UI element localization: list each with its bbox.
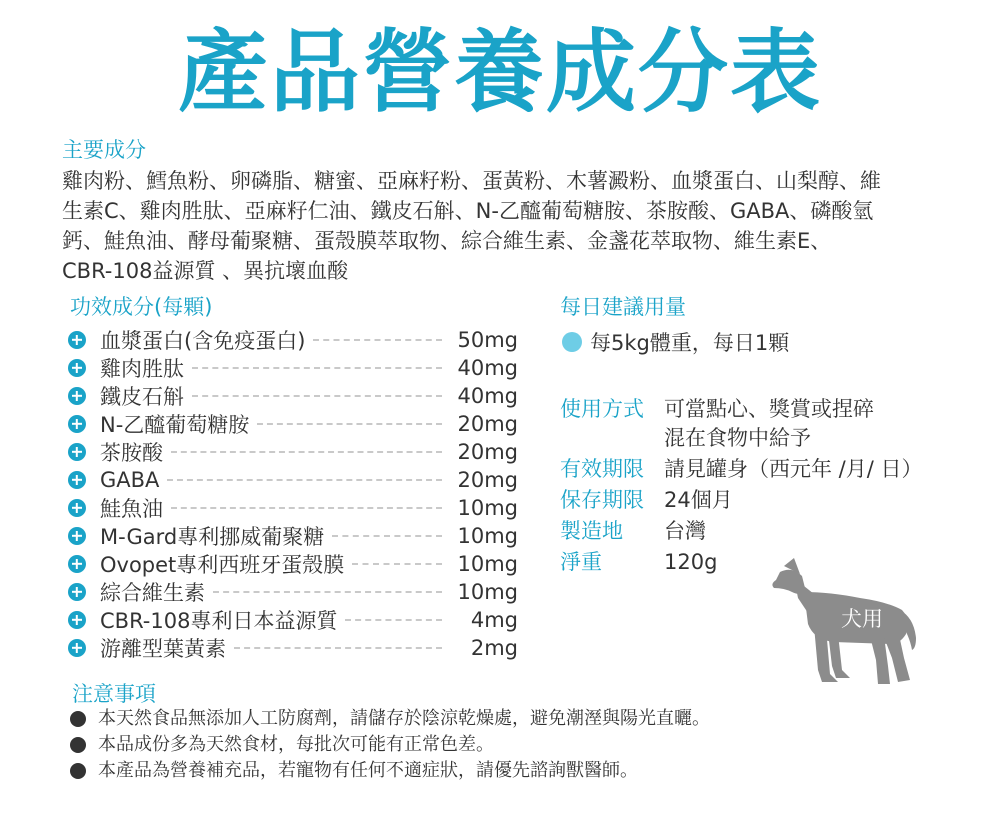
dog-icon [770, 558, 920, 688]
ingredient-amount: 2mg [470, 636, 518, 660]
plus-icon [68, 415, 86, 433]
ingredient-amount: 40mg [457, 356, 518, 380]
bullet-icon [70, 737, 86, 753]
ingredient-amount: 10mg [457, 552, 518, 576]
dotted-leader [345, 619, 442, 621]
net-weight-value: 120g [664, 550, 718, 574]
main-ingredients-line: 雞肉粉、鱈魚粉、卵磷脂、糖蜜、亞麻籽粉、蛋黃粉、木薯澱粉、血漿蛋白、山梨醇、維 [62, 169, 881, 193]
shelf-life-row [560, 486, 990, 515]
usage-value [664, 395, 874, 453]
dotted-leader [171, 507, 442, 509]
ingredient-name: M-Gard專利挪威葡聚糖 [100, 525, 325, 549]
plus-icon [68, 471, 86, 489]
expiry-row [560, 455, 990, 484]
list-item [68, 410, 518, 438]
main-ingredients-heading: 主要成分 [62, 138, 146, 162]
list-item [70, 732, 710, 758]
note-text: 本天然食品無添加人工防腐劑，請儲存於陰涼乾燥處，避免潮溼與陽光直曬。 [98, 708, 710, 729]
ingredient-name: 鮭魚油 [100, 497, 163, 521]
ingredient-name: Ovopet專利西班牙蛋殼膜 [100, 553, 345, 577]
dotted-leader [332, 535, 442, 537]
plus-icon [68, 387, 86, 405]
ingredient-amount: 10mg [457, 496, 518, 520]
usage-line: 混在食物中給予 [664, 426, 811, 450]
list-item [68, 354, 518, 382]
usage-row [560, 395, 990, 453]
list-item [70, 706, 710, 732]
ingredient-name: 雞肉胜肽 [100, 357, 184, 381]
list-item [68, 382, 518, 410]
list-item [68, 606, 518, 634]
shelf-life-label: 保存期限 [560, 488, 644, 512]
ingredient-amount: 10mg [457, 524, 518, 548]
daily-dosage-heading: 每日建議用量 [560, 295, 686, 319]
dotted-leader [352, 563, 442, 565]
list-item [68, 522, 518, 550]
ingredient-amount: 40mg [457, 384, 518, 408]
list-item [68, 494, 518, 522]
shelf-life-value: 24個月 [664, 488, 733, 512]
origin-row [560, 517, 990, 546]
dotted-leader [192, 395, 442, 397]
ingredient-name: GABA [100, 468, 160, 492]
net-weight-label: 淨重 [560, 550, 602, 574]
dotted-leader [171, 451, 442, 453]
usage-label: 使用方式 [560, 397, 644, 421]
list-item [68, 634, 518, 662]
notes-heading: 注意事項 [72, 682, 156, 706]
dotted-leader [213, 591, 442, 593]
ingredient-amount: 10mg [457, 580, 518, 604]
main-ingredients-text [62, 166, 942, 286]
main-ingredients-line: 生素C、雞肉胜肽、亞麻籽仁油、鐵皮石斛、N-乙醯葡萄糖胺、茶胺酸、GABA、磷酸氫 [62, 199, 874, 223]
ingredient-name: 茶胺酸 [100, 441, 163, 465]
expiry-label: 有效期限 [560, 457, 644, 481]
ingredient-name: 游離型葉黃素 [100, 637, 226, 661]
note-text: 本品成份多為天然食材，每批次可能有正常色差。 [98, 734, 494, 755]
ingredient-amount: 4mg [470, 608, 518, 632]
ingredient-name: 血漿蛋白(含免疫蛋白) [100, 329, 306, 353]
bullet-icon [70, 763, 86, 779]
ingredient-amount: 20mg [457, 468, 518, 492]
note-text: 本產品為營養補充品，若寵物有任何不適症狀，請優先諮詢獸醫師。 [98, 760, 638, 781]
list-item [68, 326, 518, 354]
dog-label: 犬用 [841, 607, 883, 631]
page-title: 產品營養成分表 [178, 20, 822, 125]
ingredient-name: 綜合維生素 [100, 581, 205, 605]
ingredient-amount: 20mg [457, 440, 518, 464]
plus-icon [68, 499, 86, 517]
usage-line: 可當點心、獎賞或捏碎 [664, 397, 874, 421]
list-item [68, 438, 518, 466]
dotted-leader [234, 647, 442, 649]
circle-bullet-icon [562, 332, 582, 352]
list-item [68, 578, 518, 606]
dotted-leader [313, 339, 442, 341]
plus-icon [68, 443, 86, 461]
plus-icon [68, 639, 86, 657]
ingredient-name: CBR-108專利日本益源質 [100, 609, 338, 633]
origin-label: 製造地 [560, 519, 623, 543]
list-item [70, 758, 710, 784]
functional-ingredients-heading: 功效成分(每顆) [70, 295, 213, 319]
product-info [560, 395, 990, 579]
plus-icon [68, 331, 86, 349]
plus-icon [68, 611, 86, 629]
daily-dosage-text: 每5kg體重，每日1顆 [590, 331, 790, 355]
main-ingredients-line: 鈣、鮭魚油、酵母葡聚糖、蛋殼膜萃取物、綜合維生素、金盞花萃取物、維生素E、 [62, 229, 832, 253]
ingredient-name: 鐵皮石斛 [100, 385, 184, 409]
plus-icon [68, 555, 86, 573]
expiry-value: 請見罐身（西元年 /月/ 日） [664, 457, 923, 481]
ingredient-name: N-乙醯葡萄糖胺 [100, 413, 250, 437]
plus-icon [68, 583, 86, 601]
notes-list [70, 706, 710, 784]
origin-value: 台灣 [664, 519, 706, 543]
daily-dosage [562, 327, 789, 357]
list-item [68, 550, 518, 578]
ingredient-amount: 50mg [457, 328, 518, 352]
list-item [68, 466, 518, 494]
functional-ingredients-list [68, 326, 518, 662]
plus-icon [68, 359, 86, 377]
dotted-leader [192, 367, 442, 369]
dotted-leader [167, 479, 442, 481]
dotted-leader [257, 423, 442, 425]
bullet-icon [70, 711, 86, 727]
ingredient-amount: 20mg [457, 412, 518, 436]
main-ingredients-line: CBR-108益源質 、異抗壞血酸 [62, 259, 349, 283]
plus-icon [68, 527, 86, 545]
